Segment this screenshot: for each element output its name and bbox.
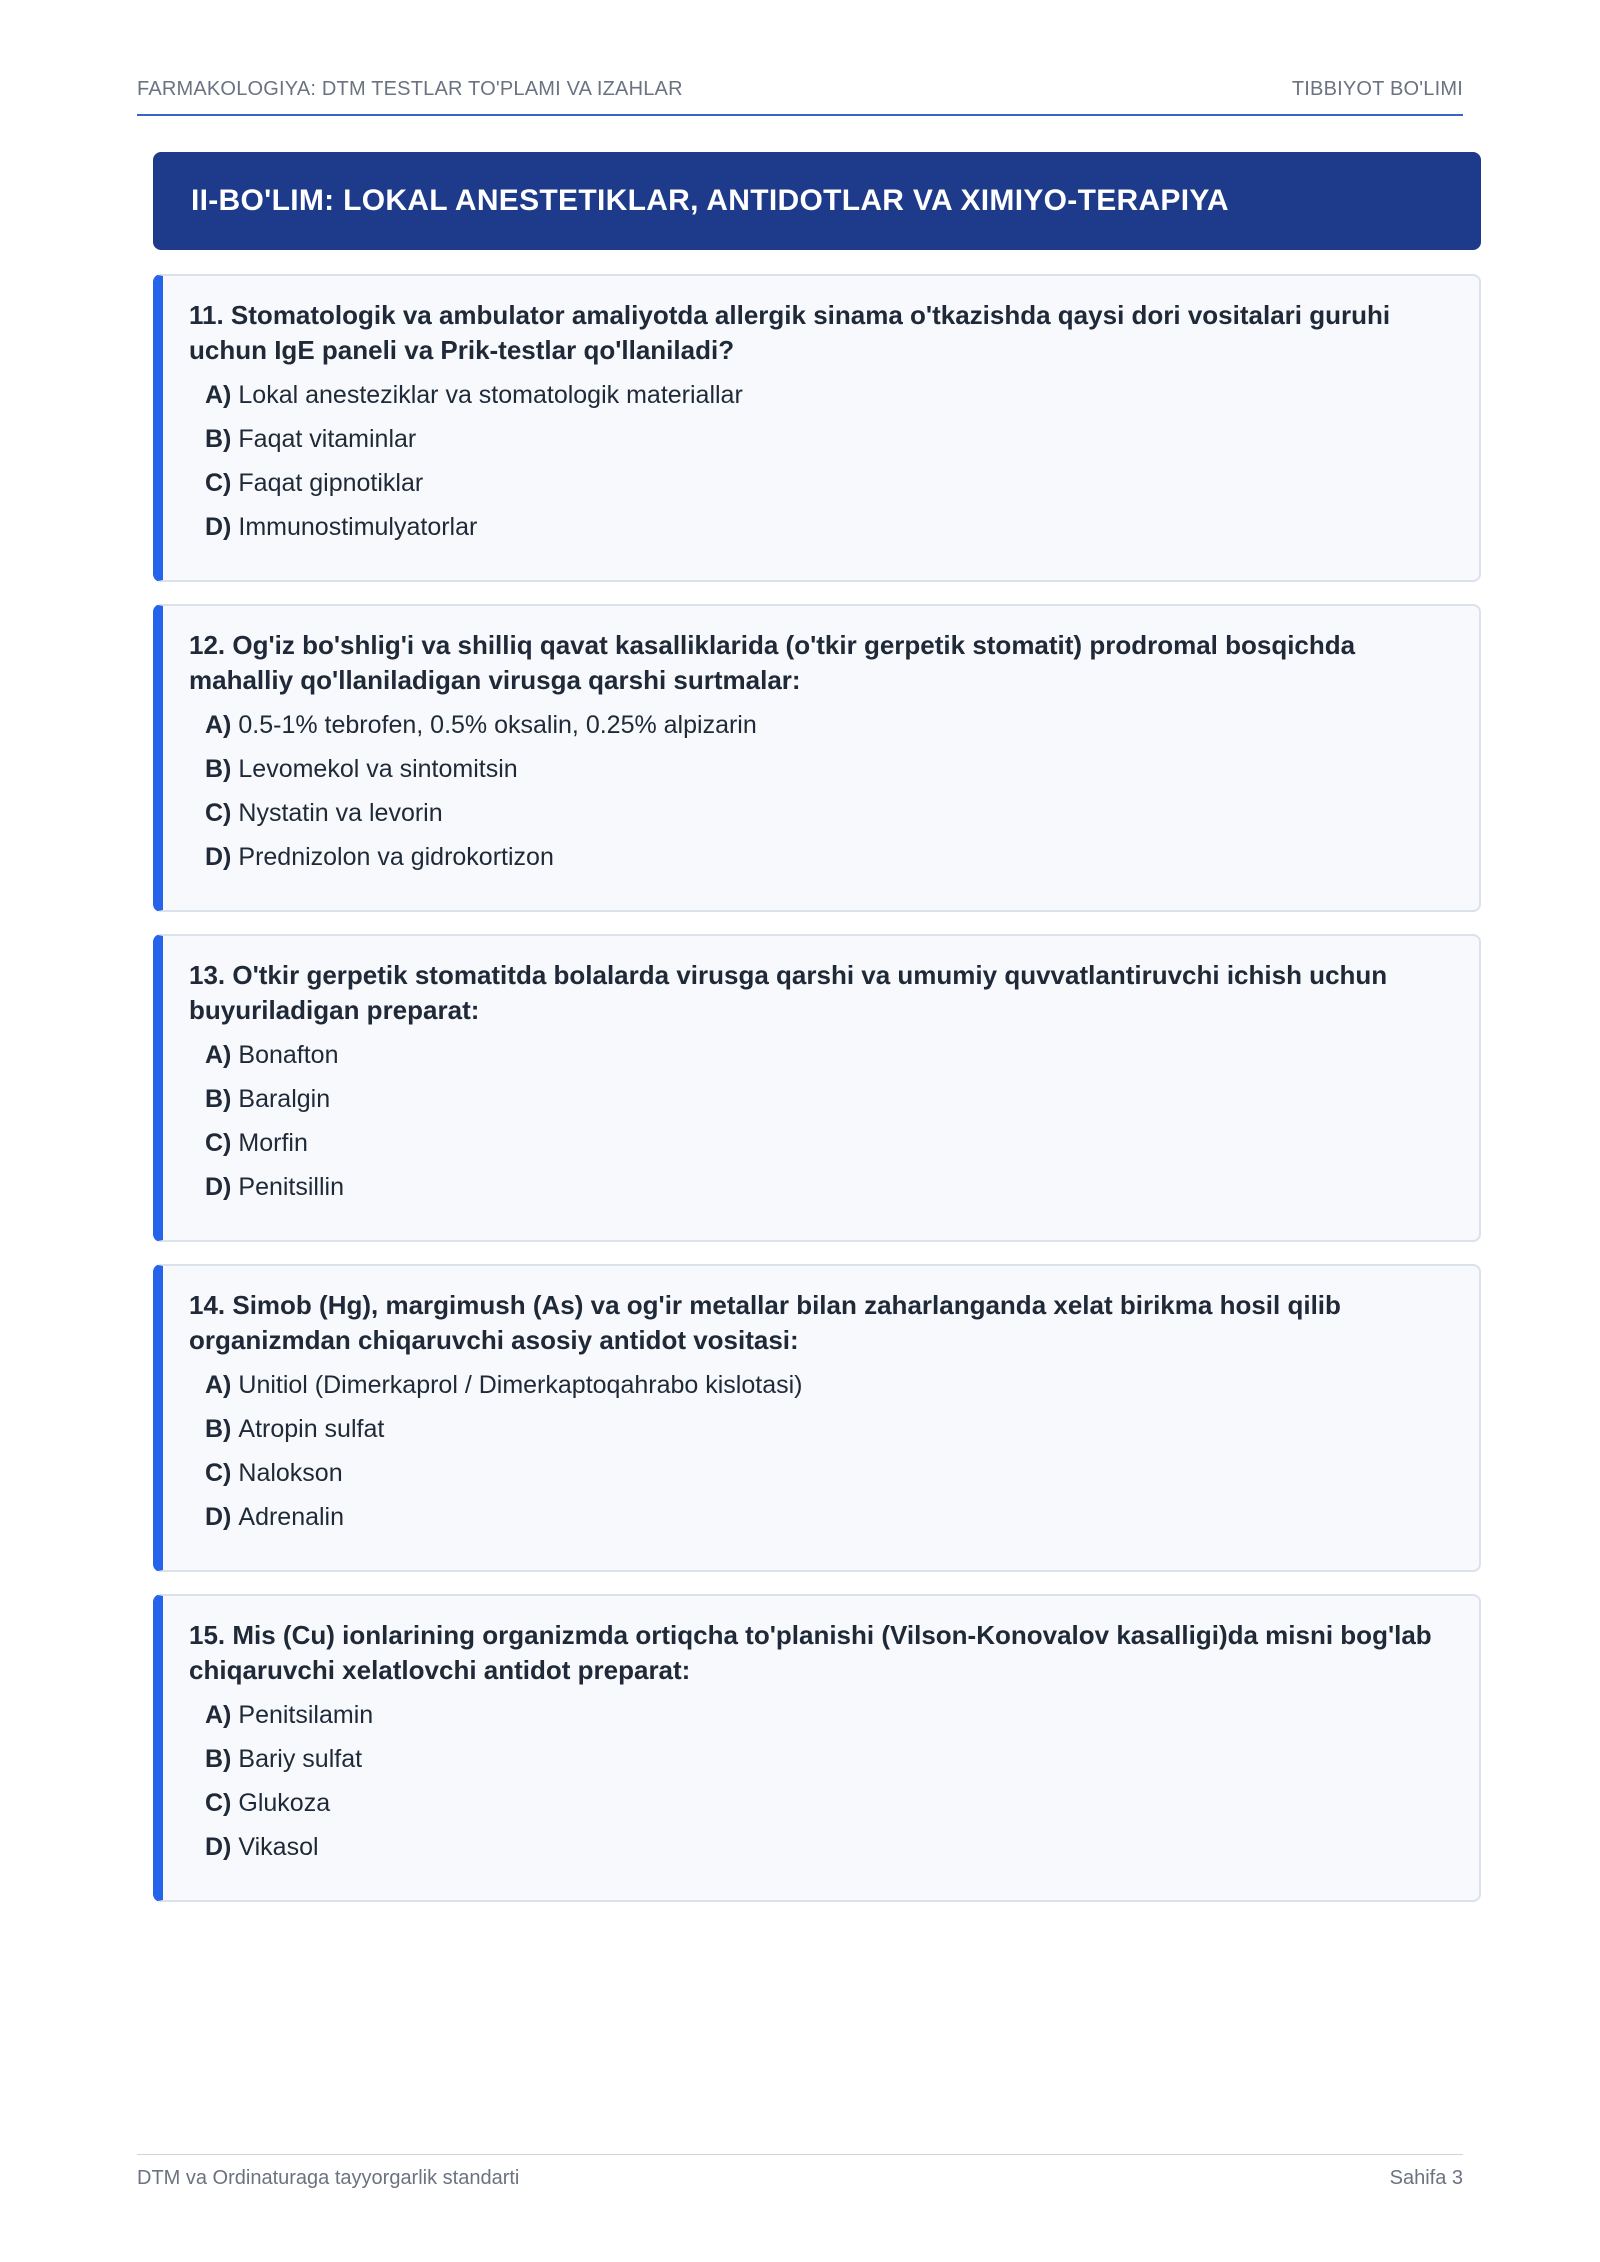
option-a[interactable] xyxy=(205,1700,1439,1730)
option-a[interactable] xyxy=(205,1370,1439,1400)
option-d[interactable] xyxy=(205,1832,1439,1862)
option-text: Vikasol xyxy=(238,1833,319,1861)
option-b[interactable] xyxy=(205,1084,1439,1114)
option-letter: B) xyxy=(205,1745,232,1773)
option-text: Bonafton xyxy=(238,1041,339,1069)
option-b[interactable] xyxy=(205,424,1439,454)
option-text: Morfin xyxy=(238,1129,308,1157)
option-text: Lokal anesteziklar va stomatologik materiallar xyxy=(238,381,743,409)
option-letter: D) xyxy=(205,1833,232,1861)
option-text: Unitiol (Dimerkaprol / Dimerkaptoqahrabo kislotasi) xyxy=(238,1371,803,1399)
option-letter: A) xyxy=(205,1041,232,1069)
section-title: II-BO'LIM: LOKAL ANESTETIKLAR, ANTIDOTLAR VA XIMIYO-TERAPIYA xyxy=(191,184,1229,217)
page-footer xyxy=(137,2154,1463,2190)
option-d[interactable] xyxy=(205,512,1439,542)
option-a[interactable] xyxy=(205,710,1439,740)
option-letter: A) xyxy=(205,381,232,409)
option-text: Levomekol va sintomitsin xyxy=(238,755,518,783)
header-document-title: FARMAKOLOGIYA: DTM TESTLAR TO'PLAMI VA IZAHLAR xyxy=(137,78,683,100)
option-d[interactable] xyxy=(205,1172,1439,1202)
question-text: 15. Mis (Cu) ionlarining organizmda ortiqcha to'planishi (Vilson-Konovalov kasalligi)da misni bog'lab chiqaruvchi xelatlovchi antidot preparat: xyxy=(189,1620,1432,1685)
option-d[interactable] xyxy=(205,842,1439,872)
option-text: Faqat gipnotiklar xyxy=(238,469,424,497)
option-text: Prednizolon va gidrokortizon xyxy=(238,843,554,871)
question-card-13 xyxy=(153,934,1481,1242)
question-text: 11. Stomatologik va ambulator amaliyotda allergik sinama o'tkazishda qaysi dori vositalari guruhi uchun IgE paneli va Prik-testlar qo'llaniladi? xyxy=(189,300,1391,365)
option-letter: C) xyxy=(205,1129,232,1157)
option-c[interactable] xyxy=(205,1788,1439,1818)
question-text: 13. O'tkir gerpetik stomatitda bolalarda virusga qarshi va umumiy quvvatlantiruvchi ichish uchun buyuriladigan preparat: xyxy=(189,960,1388,1025)
question-card-12 xyxy=(153,604,1481,912)
option-letter: C) xyxy=(205,1789,232,1817)
option-letter: D) xyxy=(205,843,232,871)
option-letter: B) xyxy=(205,755,232,783)
option-letter: D) xyxy=(205,1503,232,1531)
option-text: Atropin sulfat xyxy=(238,1415,385,1443)
option-letter: D) xyxy=(205,513,232,541)
option-text: Immunostimulyatorlar xyxy=(238,513,478,541)
option-letter: B) xyxy=(205,425,232,453)
option-letter: B) xyxy=(205,1085,232,1113)
section-banner xyxy=(153,152,1481,250)
option-letter: D) xyxy=(205,1173,232,1201)
option-b[interactable] xyxy=(205,754,1439,784)
option-c[interactable] xyxy=(205,468,1439,498)
question-text: 12. Og'iz bo'shlig'i va shilliq qavat kasalliklarida (o'tkir gerpetik stomatit) prodromal bosqichda mahalliy qo'llaniladigan virusga qarshi surtmalar: xyxy=(189,630,1356,695)
option-letter: C) xyxy=(205,469,232,497)
question-text: 14. Simob (Hg), margimush (As) va og'ir metallar bilan zaharlanganda xelat birikma hosil qilib organizmdan chiqaruvchi asosiy antidot vositasi: xyxy=(189,1290,1341,1355)
option-letter: A) xyxy=(205,1701,232,1729)
option-letter: B) xyxy=(205,1415,232,1443)
option-c[interactable] xyxy=(205,1458,1439,1488)
option-text: 0.5-1% tebrofen, 0.5% oksalin, 0.25% alpizarin xyxy=(238,711,757,739)
option-text: Penitsillin xyxy=(238,1173,344,1201)
option-text: Baralgin xyxy=(238,1085,331,1113)
option-text: Glukoza xyxy=(238,1789,331,1817)
option-text: Faqat vitaminlar xyxy=(238,425,417,453)
footer-standard-text: DTM va Ordinaturaga tayyorgarlik standarti xyxy=(137,2167,520,2189)
option-text: Penitsilamin xyxy=(238,1701,374,1729)
option-text: Adrenalin xyxy=(238,1503,345,1531)
option-letter: A) xyxy=(205,1371,232,1399)
option-a[interactable] xyxy=(205,1040,1439,1070)
option-a[interactable] xyxy=(205,380,1439,410)
option-text: Nalokson xyxy=(238,1459,343,1487)
option-d[interactable] xyxy=(205,1502,1439,1532)
option-c[interactable] xyxy=(205,798,1439,828)
option-b[interactable] xyxy=(205,1744,1439,1774)
question-card-11 xyxy=(153,274,1481,582)
header-department: TIBBIYOT BO'LIMI xyxy=(1291,78,1463,100)
option-letter: C) xyxy=(205,1459,232,1487)
option-letter: A) xyxy=(205,711,232,739)
question-card-14 xyxy=(153,1264,1481,1572)
option-b[interactable] xyxy=(205,1414,1439,1444)
option-letter: C) xyxy=(205,799,232,827)
page-header xyxy=(137,78,1463,116)
option-text: Nystatin va levorin xyxy=(238,799,443,827)
page-number: Sahifa 3 xyxy=(1389,2167,1463,2189)
option-c[interactable] xyxy=(205,1128,1439,1158)
question-card-15 xyxy=(153,1594,1481,1902)
option-text: Bariy sulfat xyxy=(238,1745,363,1773)
